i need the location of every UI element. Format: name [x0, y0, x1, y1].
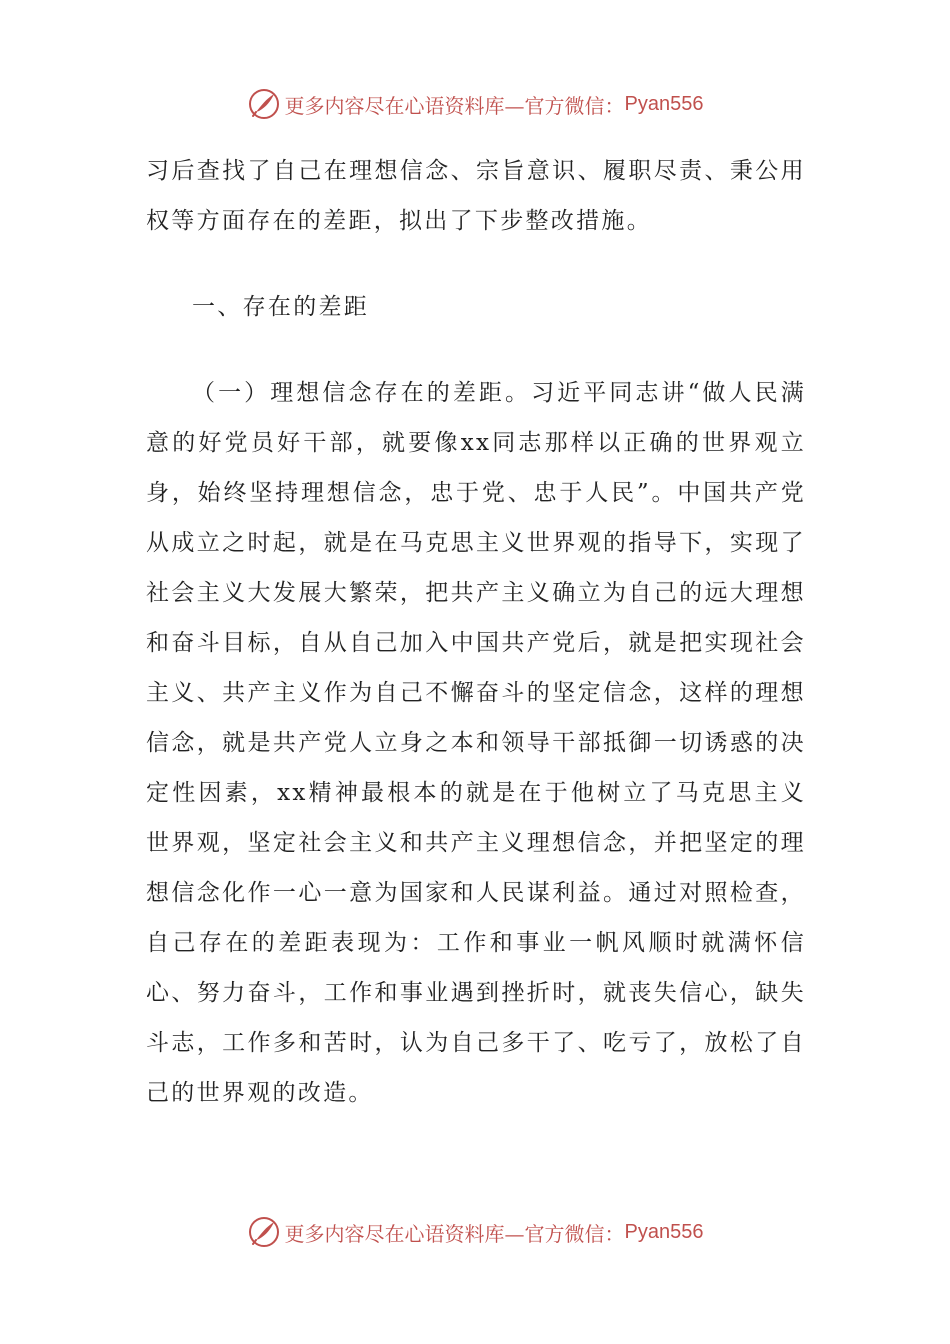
banner-slogan: 更多内容尽在心语资料库—官方微信： [284, 1221, 625, 1246]
paragraph-ideals-gap: （一）理想信念存在的差距。习近平同志讲“做人民满意的好党员好干部，就要像xx同志那样以正确的世界观立身，始终坚持理想信念，忠于党、忠于人民”。中国共产党从成立之时起，就是在马克思主义世界观的指导下，实现了社会主义大发展大繁荣，把共产主义确立为自己的远大理想和奋斗目标，自从自己加入中国共产党后，就是把实现社会主义、共产主义作为自己不懈奋斗的坚定信念，这样的理想信念，就是共产党人立身之本和领导干部抵御一切诱惑的决定性因素，xx精神最根本的就是在于他树立了马克思主义世界观，坚定社会主义和共产主义理想信念，并把坚定的理想信念化作一心一意为国家和人民谋利益。通过对照检查，自己存在的差距表现为：工作和事业一帆风顺时就满怀信心、努力奋斗，工作和事业遇到挫折时，就丧失信心，缺失斗志，工作多和苦时，认为自己多干了、吃亏了，放松了自己的世界观的改造。 [146, 380, 806, 1106]
banner-slogan: 更多内容尽在心语资料库—官方微信： [284, 93, 625, 118]
quill-pen-icon [247, 87, 281, 121]
paragraph-intro: 习后查找了自己在理想信念、宗旨意识、履职尽责、秉公用权等方面存在的差距，拟出了下步整改措施。 [146, 158, 806, 234]
banner-wechat-id: Pyan556 [624, 1220, 704, 1243]
quill-pen-icon [247, 1215, 281, 1249]
document-body [146, 146, 806, 1118]
header-banner [0, 82, 950, 126]
section-heading: 一、存在的差距 [192, 294, 370, 320]
footer-banner [0, 1210, 950, 1254]
banner-wechat-id: Pyan556 [624, 92, 704, 115]
